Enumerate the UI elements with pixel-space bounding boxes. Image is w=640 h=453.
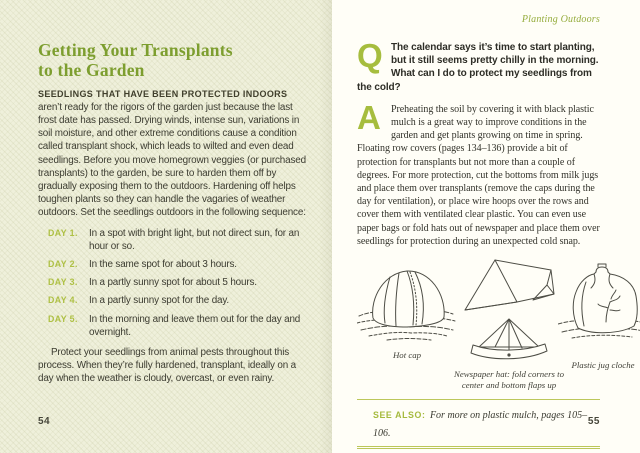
plastic-jug-figure bbox=[558, 262, 640, 371]
answer-block bbox=[357, 98, 600, 248]
question-drop-cap: Q bbox=[357, 37, 383, 74]
illustration-row bbox=[357, 254, 635, 390]
day-label: DAY 1. bbox=[48, 227, 78, 238]
list-item bbox=[48, 313, 310, 339]
hardening-off-day-list bbox=[38, 227, 310, 339]
day-label: DAY 5. bbox=[48, 313, 78, 324]
list-item bbox=[48, 294, 310, 307]
day-label: DAY 4. bbox=[48, 295, 78, 306]
day-text: In the morning and leave them out for the day and overnight. bbox=[89, 313, 301, 338]
see-also-box bbox=[357, 399, 600, 449]
plastic-jug-caption: Plastic jug cloche bbox=[571, 360, 635, 371]
chapter-title bbox=[38, 40, 310, 81]
list-item bbox=[48, 276, 310, 289]
intro-body-text: aren’t ready for the rigors of the garden just because the last frost date has passed. Drying winds, intense sun, variations in soil moisture, and other extreme conditions cause a condition called transplant shock, which leads to wilted and even dead seedlings. Before you move homegrown veggies (or purchased transplants) to the garden, be sure to harden them off by gradually exposing them to the outdoors. Hardening off helps toughen plants so they can handle the vagaries of weather outdoors. Set the seedlings outdoors in the following sequence: bbox=[38, 101, 306, 219]
plastic-jug-illustration bbox=[558, 262, 640, 346]
day-text: In a partly sunny spot for about 5 hours. bbox=[89, 277, 257, 289]
day-text: In the same spot for about 3 hours. bbox=[89, 259, 237, 271]
right-page bbox=[332, 0, 640, 453]
answer-drop-cap: A bbox=[357, 98, 381, 136]
day-label: DAY 3. bbox=[48, 277, 78, 288]
newspaper-hat-illustration bbox=[465, 316, 553, 366]
list-item bbox=[48, 258, 310, 271]
closing-paragraph: Protect your seedlings from animal pests throughout this process. When they’re fully hardened, transplant, ideally on a day when the weather is cloudy, overcast, or even rainy. bbox=[38, 347, 297, 385]
newspaper-hat-figure bbox=[454, 254, 564, 390]
hot-cap-figure bbox=[357, 260, 457, 361]
answer-text: Preheating the soil by covering it with black plastic mulch is a great way to improve conditions in the garden and get plants growing on time in spring. Floating row covers (pages 134–136) provide a bit of protection for transplants but not more than a couple of degrees. For more protection, cut the bottoms from milk jugs and place them over transplants (remove the caps during the day for ventilation), or place wire hoops over the rows and cover them with ventilated clear plastic. You can even use paper bags or fold hats out of newspaper and place them over seedlings for protection during an unexpected cold snap. bbox=[357, 103, 600, 247]
hot-cap-illustration bbox=[357, 260, 457, 342]
see-also-label: SEE ALSO: bbox=[373, 410, 426, 421]
list-item bbox=[48, 227, 310, 253]
page-number-right: 55 bbox=[587, 416, 600, 427]
day-text: In a partly sunny spot for the day. bbox=[89, 295, 230, 307]
newspaper-tent-illustration bbox=[457, 254, 561, 314]
chapter-title-line2: to the Garden bbox=[38, 60, 145, 81]
newspaper-hat-caption: Newspaper hat: fold corners to center and bottom flaps up bbox=[454, 369, 564, 390]
question-text: The calendar says it’s time to start planting, but it still seems pretty chilly in the morning. What can I do to protect my seedlings from the cold? bbox=[357, 42, 599, 93]
question-block bbox=[357, 37, 600, 94]
chapter-title-line1: Getting Your Transplants bbox=[38, 40, 233, 60]
running-header: Planting Outdoors bbox=[521, 14, 600, 25]
intro-lead-text: SEEDLINGS THAT HAVE BEEN PROTECTED INDOORS bbox=[38, 88, 288, 99]
hot-cap-caption: Hot cap bbox=[392, 350, 422, 361]
see-also-text: For more on plastic mulch, pages 105–106. bbox=[373, 410, 588, 440]
day-label: DAY 2. bbox=[48, 259, 78, 270]
day-text: In a spot with bright light, but not direct sun, for an hour or so. bbox=[89, 227, 300, 252]
intro-paragraph bbox=[38, 88, 310, 220]
page-number-left: 54 bbox=[38, 416, 51, 427]
